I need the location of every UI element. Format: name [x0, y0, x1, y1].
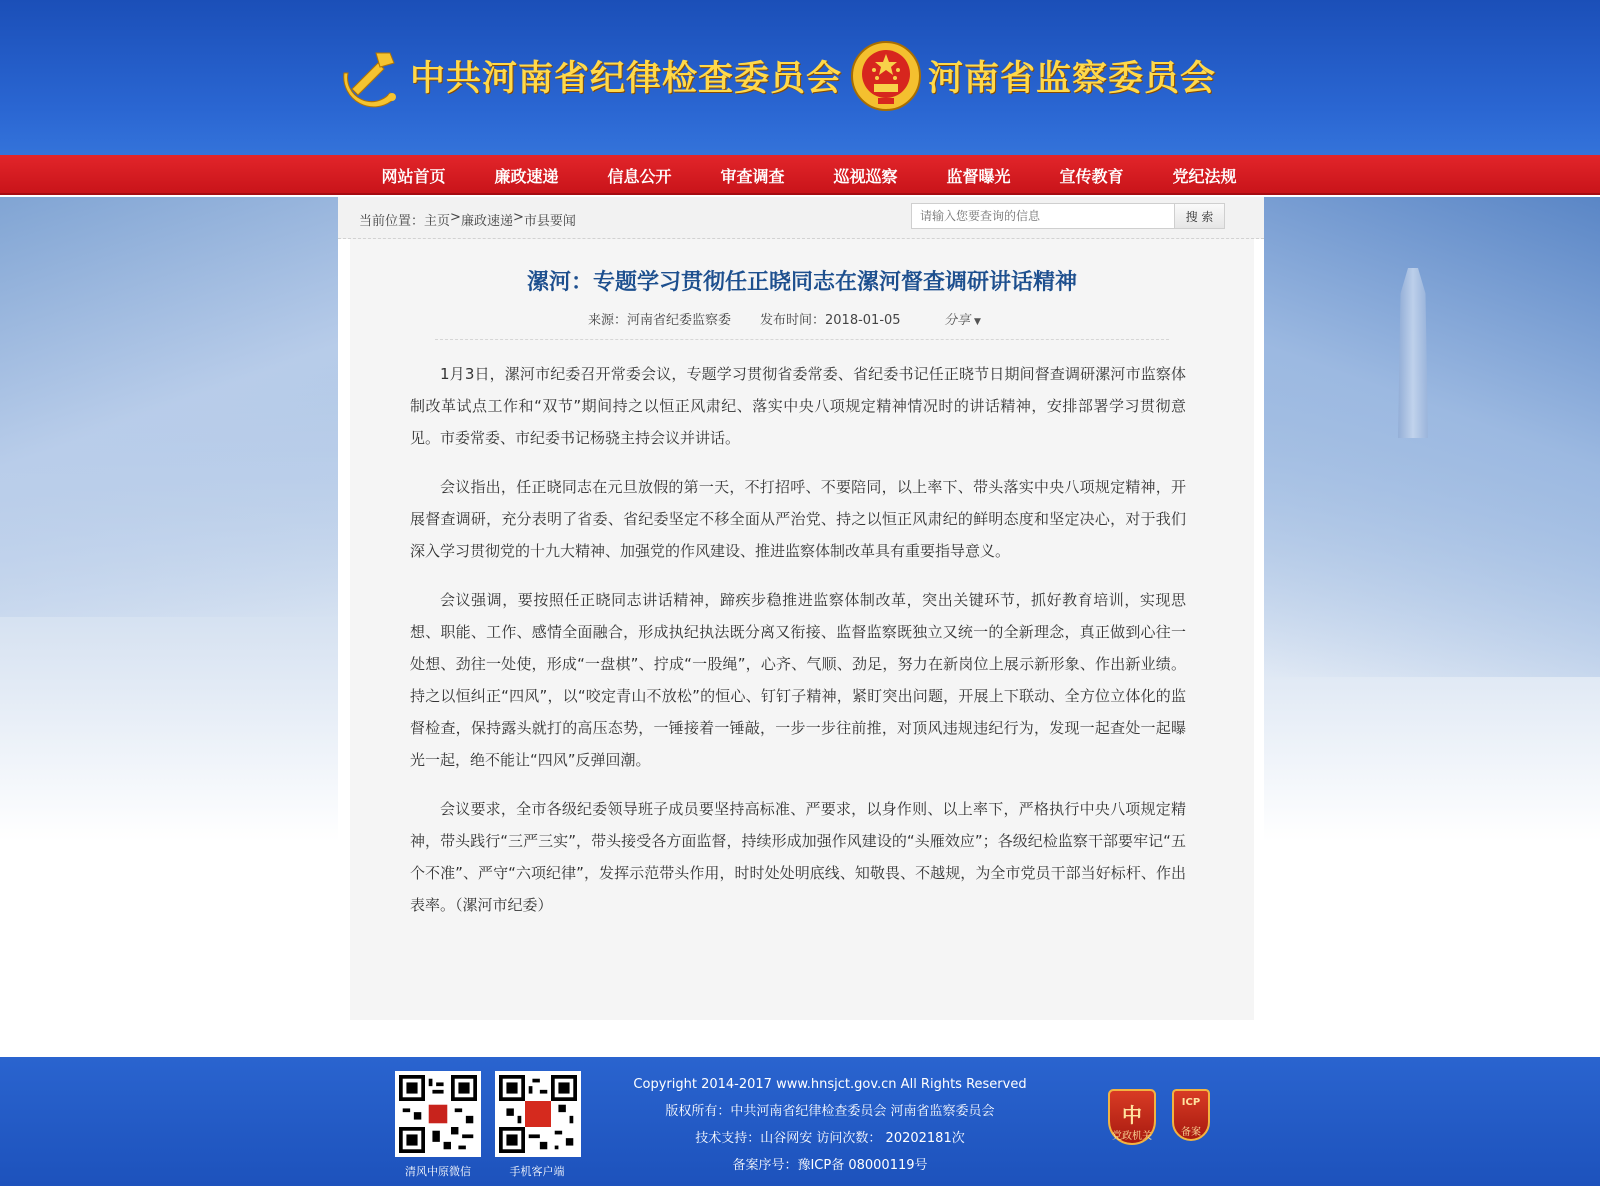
search-bar	[911, 203, 1225, 229]
gov-agency-badge[interactable]	[1108, 1089, 1156, 1145]
qr-code-icon	[499, 1075, 577, 1153]
article-paragraph: 会议要求，全市各级纪委领导班子成员要坚持高标准、严要求，以身作则、以上率下，严格执行中央八项规定精神，带头践行“三严三实”，带头接受各方面监督，持续形成加强作风建设的“头雁效应”；各级纪检监察干部要牢记“五个不准”、严守“六项纪律”，发挥示范带头作用，时时处处明底线、知敬畏、不越规，为全市党员干部当好标杆、作出表率。（漯河市纪委）	[410, 800, 1186, 914]
nav-item-investigation[interactable]: 审查调查	[720, 166, 785, 186]
article-paragraph: 会议指出，任正晓同志在元旦放假的第一天，不打招呼、不要陪同，以上率下、带头落实中央八项规定精神，开展督查调研，充分表明了省委、省纪委坚定不移全面从严治党、持之以恒正风肃纪的鲜明态度和坚定决心，对于我们深入学习贯彻党的十九大精神、加强党的作风建设、推进监察体制改革具有重要指导意义。	[410, 478, 1186, 560]
site-footer	[0, 1057, 1600, 1186]
nav-item-education[interactable]: 宣传教育	[1059, 166, 1124, 186]
nav-item-inspection[interactable]: 巡视巡察	[833, 166, 898, 186]
article-body	[410, 358, 1186, 938]
footer-icp: 备案序号：豫ICP备 08000119号	[732, 1158, 928, 1173]
search-button[interactable]: 搜 索	[1175, 203, 1225, 229]
article-paragraph: 会议强调，要按照任正晓同志讲话精神，蹄疾步稳推进监察体制改革，突出关键环节，抓好教育培训，实现思想、职能、工作、感情全面融合，形成执纪执法既分离又衔接、监督监察既独立又统一的全新理念，真正做到心往一处想、劲往一处使，形成“一盘棋”、拧成“一股绳”，心齐、气顺、劲足，努力在新岗位上展示新形象、作出新业绩。持之以恒纠正“四风”，以“咬定青山不放松”的恒心、钉钉子精神，紧盯突出问题，开展上下联动、全方位立体化的监督检查，保持露头就打的高压态势，一锤接着一锤敲，一步一步往前推，对顶风违规违纪行为，发现一起查处一起曝光一起，绝不能让“四风”反弹回潮。	[410, 591, 1186, 769]
footer-support: 技术支持：山谷网安 访问次数： 20202181次	[695, 1131, 965, 1146]
icp-badge-label: 备案	[1181, 1127, 1201, 1138]
article-paragraph: 1月3日，漯河市纪委召开常委会议，专题学习贯彻省委常委、省纪委书记任正晓节日期间督查调研漯河市监察体制改革试点工作和“双节”期间持之以恒正风肃纪、落实中央八项规定精神情况时的讲话精神，安排部署学习贯彻意见。市委常委、市纪委书记杨骁主持会议并讲话。	[410, 365, 1186, 447]
nav-item-info[interactable]: 信息公开	[607, 166, 672, 186]
nav-item-exposure[interactable]: 监督曝光	[946, 166, 1011, 186]
breadcrumb-bar	[338, 197, 1264, 239]
article-date: 发布时间：2018-01-05	[760, 313, 901, 328]
share-label: 分享	[944, 313, 971, 328]
search-input[interactable]	[911, 203, 1175, 229]
article-source: 来源：河南省纪委监察委	[588, 313, 732, 328]
divider	[435, 339, 1169, 340]
breadcrumb-prefix: 当前位置：	[359, 214, 425, 229]
wechat-qr-code	[395, 1071, 481, 1157]
icp-badge[interactable]	[1172, 1089, 1210, 1141]
national-emblem-icon	[850, 40, 922, 112]
party-emblem-icon	[338, 43, 404, 109]
background-right-decor	[1264, 197, 1600, 677]
gov-agency-badge-label: 党政机关	[1112, 1131, 1152, 1142]
app-qr-code	[495, 1071, 581, 1157]
footer-info	[600, 1071, 1060, 1179]
content-panel	[338, 197, 1264, 1020]
qr-code-icon	[399, 1075, 477, 1153]
breadcrumb-home[interactable]: 主页	[424, 214, 451, 229]
wechat-qr-label: 清风中原微信	[405, 1165, 471, 1178]
background-left-decor	[0, 197, 338, 617]
site-header	[0, 0, 1600, 155]
breadcrumb-current[interactable]: 市县要闻	[523, 214, 576, 229]
breadcrumb-separator: >	[512, 210, 524, 225]
icp-badge-top: ICP	[1181, 1097, 1201, 1108]
nav-item-home[interactable]: 网站首页	[381, 166, 446, 186]
header-title-left: 中共河南省纪律检查委员会	[410, 59, 843, 99]
footer-copyright: Copyright 2014-2017 www.hnsjct.gov.cn All Rights Reserved	[633, 1077, 1027, 1092]
header-title-right: 河南省监察委员会	[928, 59, 1217, 99]
header-banner	[338, 36, 1268, 116]
breadcrumb	[359, 210, 576, 229]
main-nav	[0, 155, 1600, 195]
app-qr-label: 手机客户端	[509, 1165, 565, 1178]
party-gov-icon: 中	[1122, 1103, 1142, 1127]
breadcrumb-separator: >	[450, 210, 461, 225]
share-button[interactable]	[944, 309, 981, 328]
breadcrumb-section[interactable]: 廉政速递	[460, 214, 513, 229]
footer-owner: 版权所有：中共河南省纪律检查委员会 河南省监察委员会	[665, 1104, 995, 1119]
caret-down-icon: ▼	[974, 317, 981, 327]
article	[350, 239, 1254, 1020]
nav-item-news[interactable]: 廉政速递	[494, 166, 559, 186]
article-meta	[350, 309, 1254, 329]
article-title: 漯河：专题学习贯彻任正晓同志在漯河督查调研讲话精神	[526, 270, 1077, 295]
nav-item-regulations[interactable]: 党纪法规	[1172, 166, 1237, 186]
